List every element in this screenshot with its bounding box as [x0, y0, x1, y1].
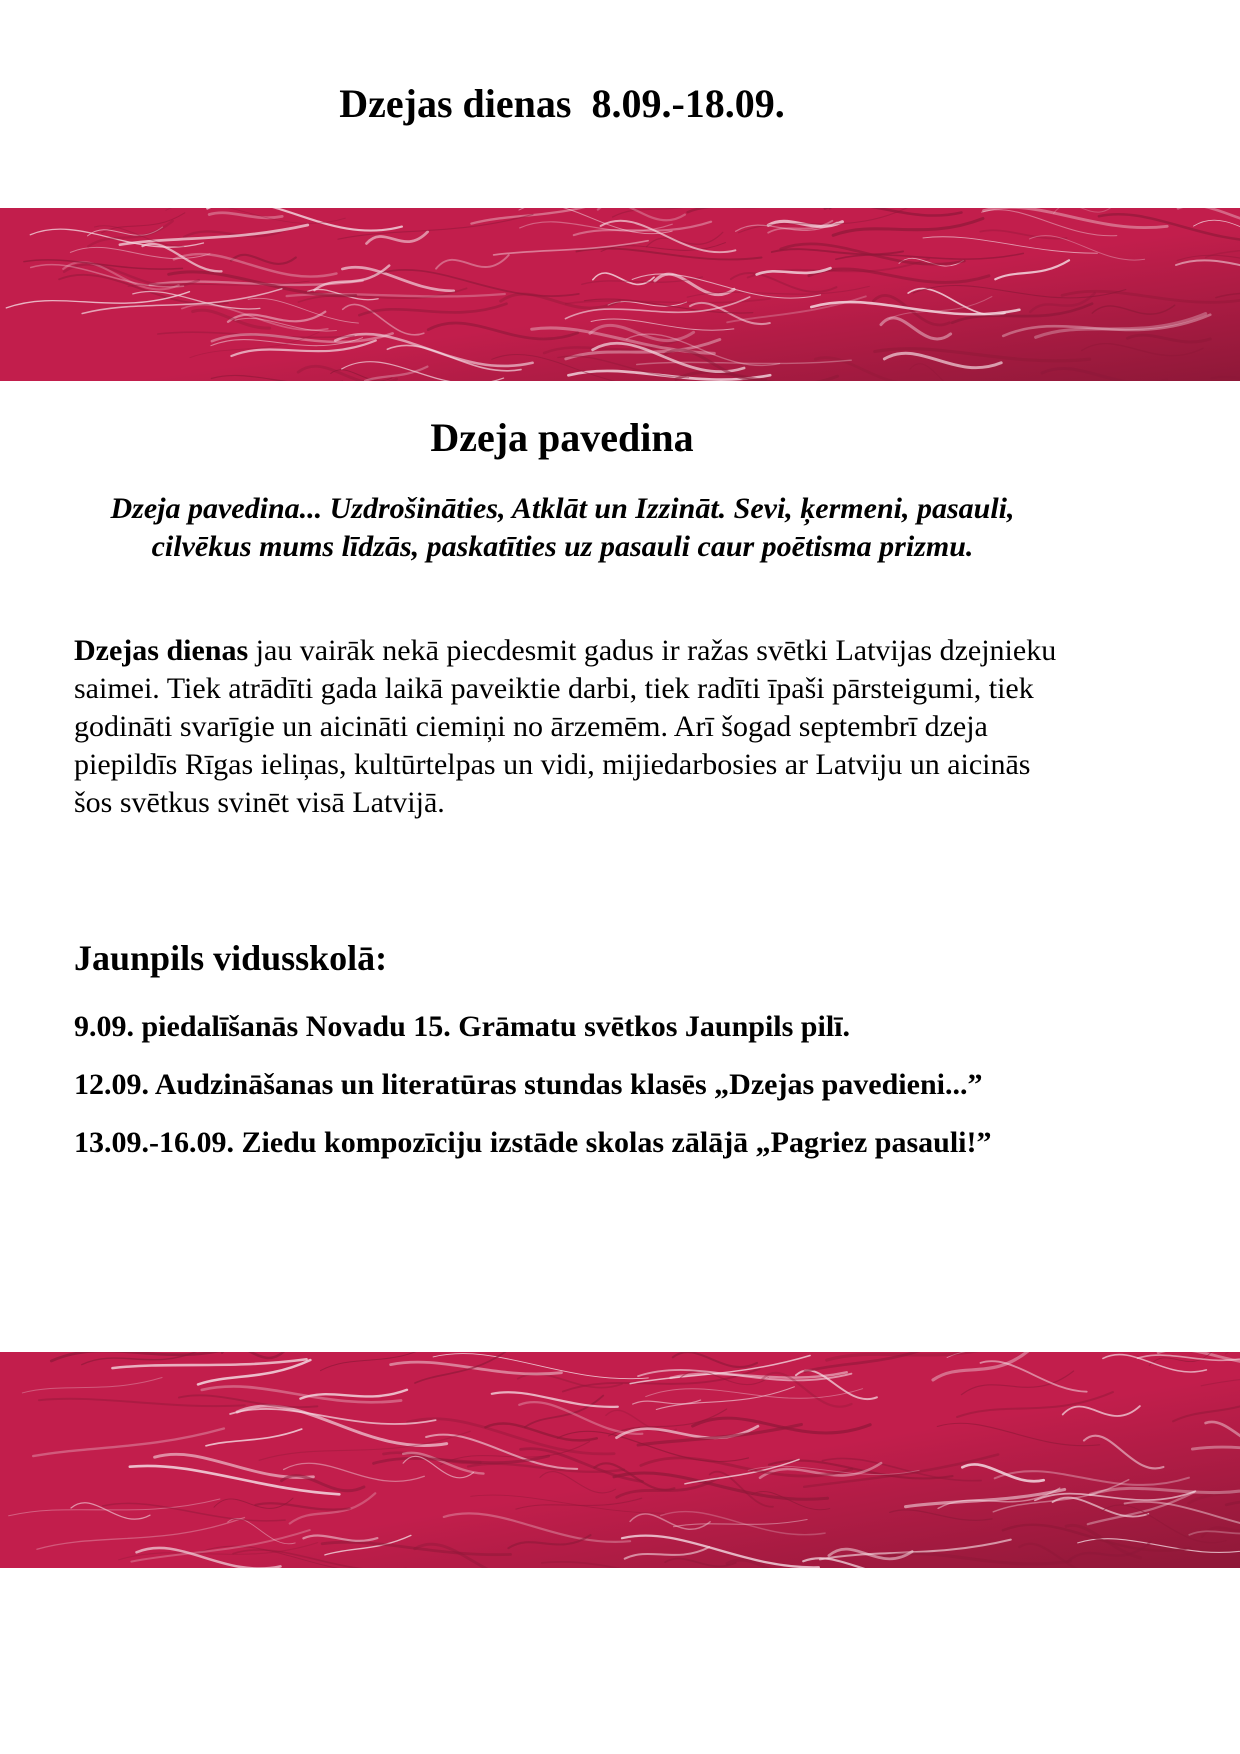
event-item: 13.09.-16.09. Ziedu kompozīciju izstāde skolas zālājā „Pagriez pasauli!”: [74, 1126, 992, 1159]
event-list: [74, 1008, 1054, 1182]
body-text-rest: jau vairāk nekā piecdesmit gadus ir ražas svētki Latvijas dzejnieku saimei. Tiek atrādīti gada laikā paveiktie darbi, tiek radīti īpaši pārsteigumi, tiek godināti svarīgie un aicināti ciemiņi no ārzemēm. Arī šogad septembrī dzeja piepildīs Rīgas ieliņas, kultūrtelpas un vidi, mijiedarbosies ar Latviju un aicinās šos svētkus svinēt visā Latvijā.: [74, 634, 1057, 819]
body-bold-lead: Dzejas dienas: [74, 634, 249, 667]
page-title: Dzejas dienas 8.09.-18.09.: [339, 81, 785, 126]
top-banner-image: [0, 208, 1240, 381]
event-item: 9.09. piedalīšanās Novadu 15. Grāmatu svētkos Jaunpils pilī.: [74, 1010, 851, 1043]
lead-quote: Dzeja pavedina... Uzdrošināties, Atklāt un Izzināt. Sevi, ķermeni, pasauli, cilvēkus mums līdzās, paskatīties uz pasauli caur poētisma prizmu.: [110, 492, 1015, 563]
body-paragraph: [74, 632, 1064, 822]
school-heading: Jaunpils vidusskolā:: [74, 938, 388, 978]
fabric-texture-graphic: [0, 1352, 1240, 1568]
fabric-texture-graphic: [0, 208, 1240, 381]
event-item: 12.09. Audzināšanas un literatūras stundas klasēs „Dzejas pavedieni...”: [74, 1068, 983, 1101]
bottom-banner-image: [0, 1352, 1240, 1568]
section-heading: Dzeja pavedina: [430, 415, 694, 460]
